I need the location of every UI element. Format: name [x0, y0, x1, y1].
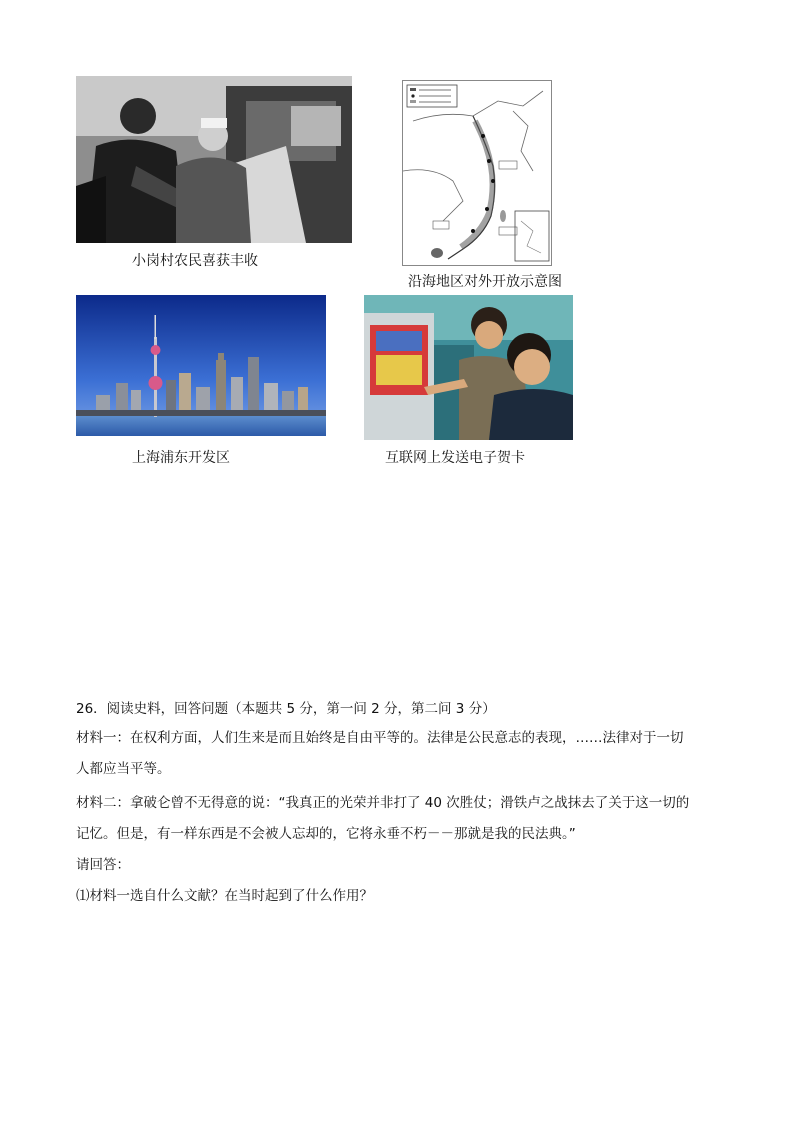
pudong-caption: 上海浦东开发区 — [132, 450, 230, 466]
coastal-map — [402, 80, 552, 266]
question-header: 26．阅读史料，回答问题（本题共 5 分，第一问 2 分，第二问 3 分） — [76, 701, 496, 717]
internet-photo — [364, 295, 573, 440]
harvest-caption: 小岗村农民喜获丰收 — [132, 253, 258, 269]
answer-prompt: 请回答： — [76, 857, 130, 873]
material-1-line-1: 材料一：在权利方面，人们生来是而且始终是自由平等的。法律是公民意志的表现，……法律对于一切 — [76, 730, 684, 746]
harvest-photo — [76, 76, 352, 243]
map-caption: 沿海地区对外开放示意图 — [408, 274, 562, 290]
pudong-photo — [76, 295, 326, 436]
material-2-line-1: 材料二：拿破仑曾不无得意的说：“我真正的光荣并非打了 40 次胜仗；滑铁卢之战抹去了关于这一切的 — [76, 795, 690, 811]
material-2-line-2: 记忆。但是，有一样东西是不会被人忘却的，它将永垂不朽－－那就是我的民法典。” — [76, 826, 576, 842]
internet-caption: 互联网上发送电子贺卡 — [385, 450, 525, 466]
sub-question-1: ⑴材料一选自什么文献？在当时起到了什么作用？ — [76, 888, 373, 904]
material-1-line-2: 人都应当平等。 — [76, 761, 171, 777]
